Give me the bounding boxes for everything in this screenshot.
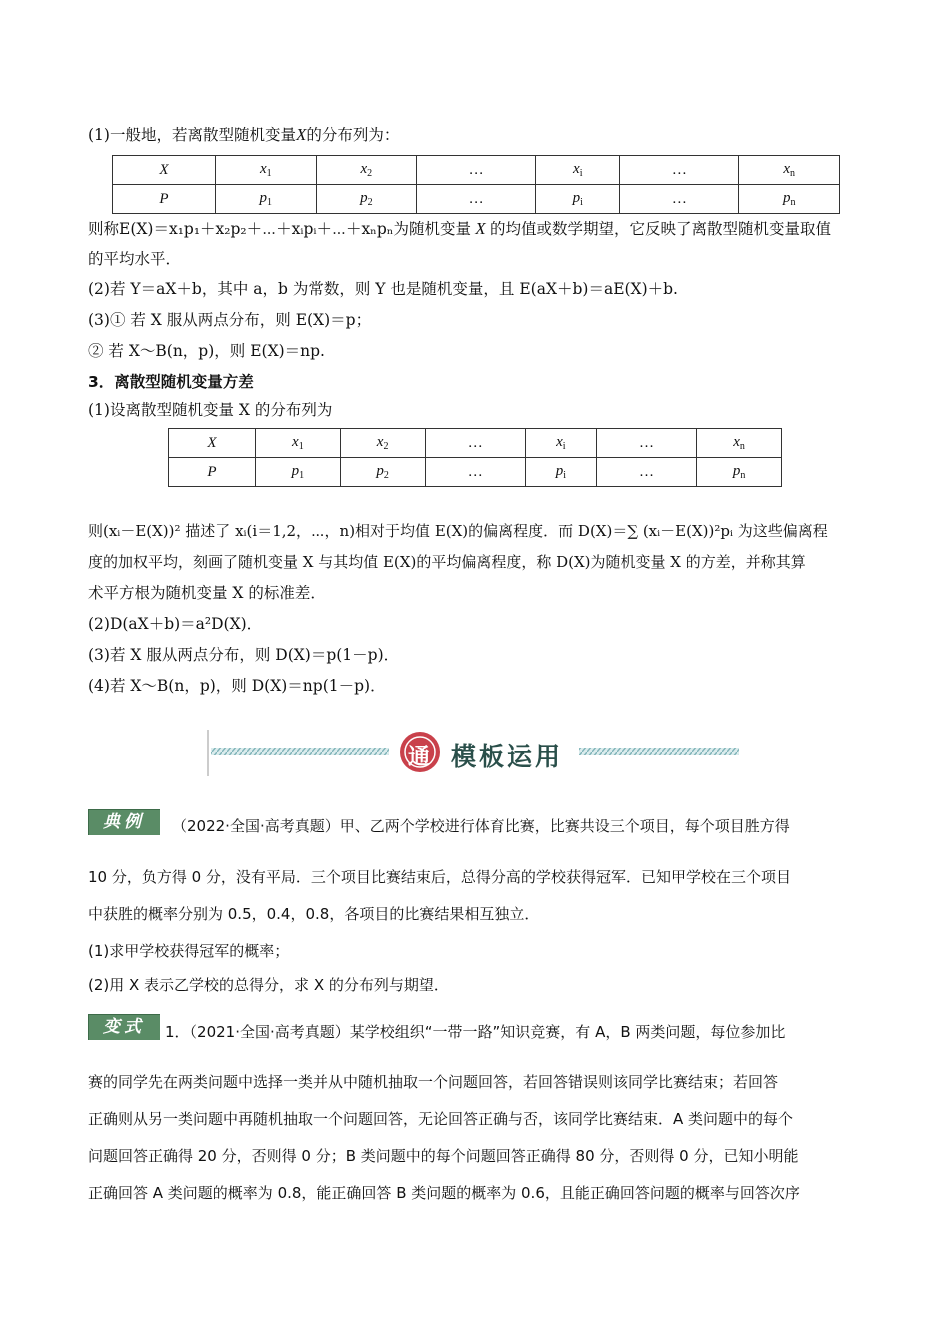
variance-two-point: (3)若 X 服从两点分布，则 D(X)＝p(1－p)． [88, 646, 400, 664]
divider-title: 模板运用 [451, 742, 564, 771]
linear-transform-expectation: (2)若 Y＝aX＋b，其中 a，b 为常数，则 Y 也是随机变量，且 E(aX＋b)＝aE(X)＋b. [88, 280, 678, 298]
variance-linear: (2)D(aX＋b)＝a²D(X)． [88, 615, 263, 633]
example-tag: 典例 [88, 809, 160, 835]
variant-line-5: 正确回答 A 类问题的概率为 0.8，能正确回答 B 类问题的概率为 0.6，且能正确回答问题的概率与回答次序 [88, 1184, 800, 1202]
distribution-table-1 [112, 155, 840, 214]
table-row: X $x_1$ $x_2$ … $x_i$ … $x_n$ [113, 156, 840, 185]
distribution-table-2 [168, 428, 782, 487]
variance-definition-3: 术平方根为随机变量 X 的标准差． [88, 584, 326, 602]
example-line-1: （2022·全国·高考真题）甲、乙两个学校进行体育比赛，比赛共设三个项目，每个项目胜方得 [172, 817, 790, 835]
variant-line-2: 赛的同学先在两类问题中选择一类并从中随机抽取一个问题回答，若回答错误则该同学比赛结束；若回答 [88, 1073, 779, 1091]
expectation-intro: (1)一般地，若离散型随机变量X的分布列为： [88, 125, 400, 144]
variance-definition-2: 度的加权平均，刻画了随机变量 X 与其均值 E(X)的平均偏离程度，称 D(X)为随机变量 X 的方差，并称其算 [88, 553, 806, 571]
expectation-definition: 则称E(X)＝x₁p₁＋x₂p₂＋⋯＋xᵢpᵢ＋⋯＋xₙpₙ为随机变量 X 的均值或数学期望，它反映了离散型随机变量取值 [88, 219, 831, 238]
variance-binomial: (4)若 X～B(n，p)，则 D(X)＝np(1－p)． [88, 677, 386, 695]
two-point-expectation: (3)① 若 X 服从两点分布，则 E(X)＝p； [88, 311, 372, 329]
section-heading: 3．离散型随机变量方差 [88, 373, 254, 391]
variance-definition-1: 则(xᵢ－E(X))² 描述了 xᵢ(i＝1,2，⋯，n)相对于均值 E(X)的偏离程度．而 D(X)＝∑ (xᵢ－E(X))²pᵢ 为这些偏离程 [88, 522, 828, 540]
example-line-3: 中获胜的概率分别为 0.5，0.4，0.8，各项目的比赛结果相互独立． [88, 905, 540, 923]
binomial-expectation: ② 若 X～B(n，p)，则 E(X)＝np. [88, 342, 325, 360]
example-question-1: (1)求甲学校获得冠军的概率； [88, 942, 290, 960]
expectation-definition-cont: 的平均水平． [88, 250, 182, 268]
variant-line-1: 1．（2021·全国·高考真题）某学校组织“一带一路”知识竞赛，有 A，B 两类问题，每位参加比 [165, 1023, 786, 1041]
badge-char: 通 [408, 745, 431, 770]
section-divider [207, 728, 742, 778]
table-row: P $p_1$ $p_2$ … $p_i$ … $p_n$ [113, 185, 840, 214]
variant-line-3: 正确则从另一类问题中再随机抽取一个问题回答，无论回答正确与否，该同学比赛结束．A 类问题中的每个 [88, 1110, 794, 1128]
table-row: X $x_1$ $x_2$ … $x_i$ … $x_n$ [169, 429, 782, 458]
example-line-2: 10 分，负方得 0 分，没有平局．三个项目比赛结束后，总得分高的学校获得冠军．已知甲学校在三个项目 [88, 868, 791, 886]
table-row: P $p_1$ $p_2$ … $p_i$ … $p_n$ [169, 458, 782, 487]
variance-intro: (1)设离散型随机变量 X 的分布列为 [88, 401, 333, 419]
variant-line-4: 问题回答正确得 20 分，否则得 0 分；B 类问题中的每个问题回答正确得 80 分，否则得 0 分，已知小明能 [88, 1147, 799, 1165]
variant-tag: 变式 [88, 1014, 160, 1040]
example-question-2: (2)用 X 表示乙学校的总得分，求 X 的分布列与期望． [88, 976, 449, 994]
